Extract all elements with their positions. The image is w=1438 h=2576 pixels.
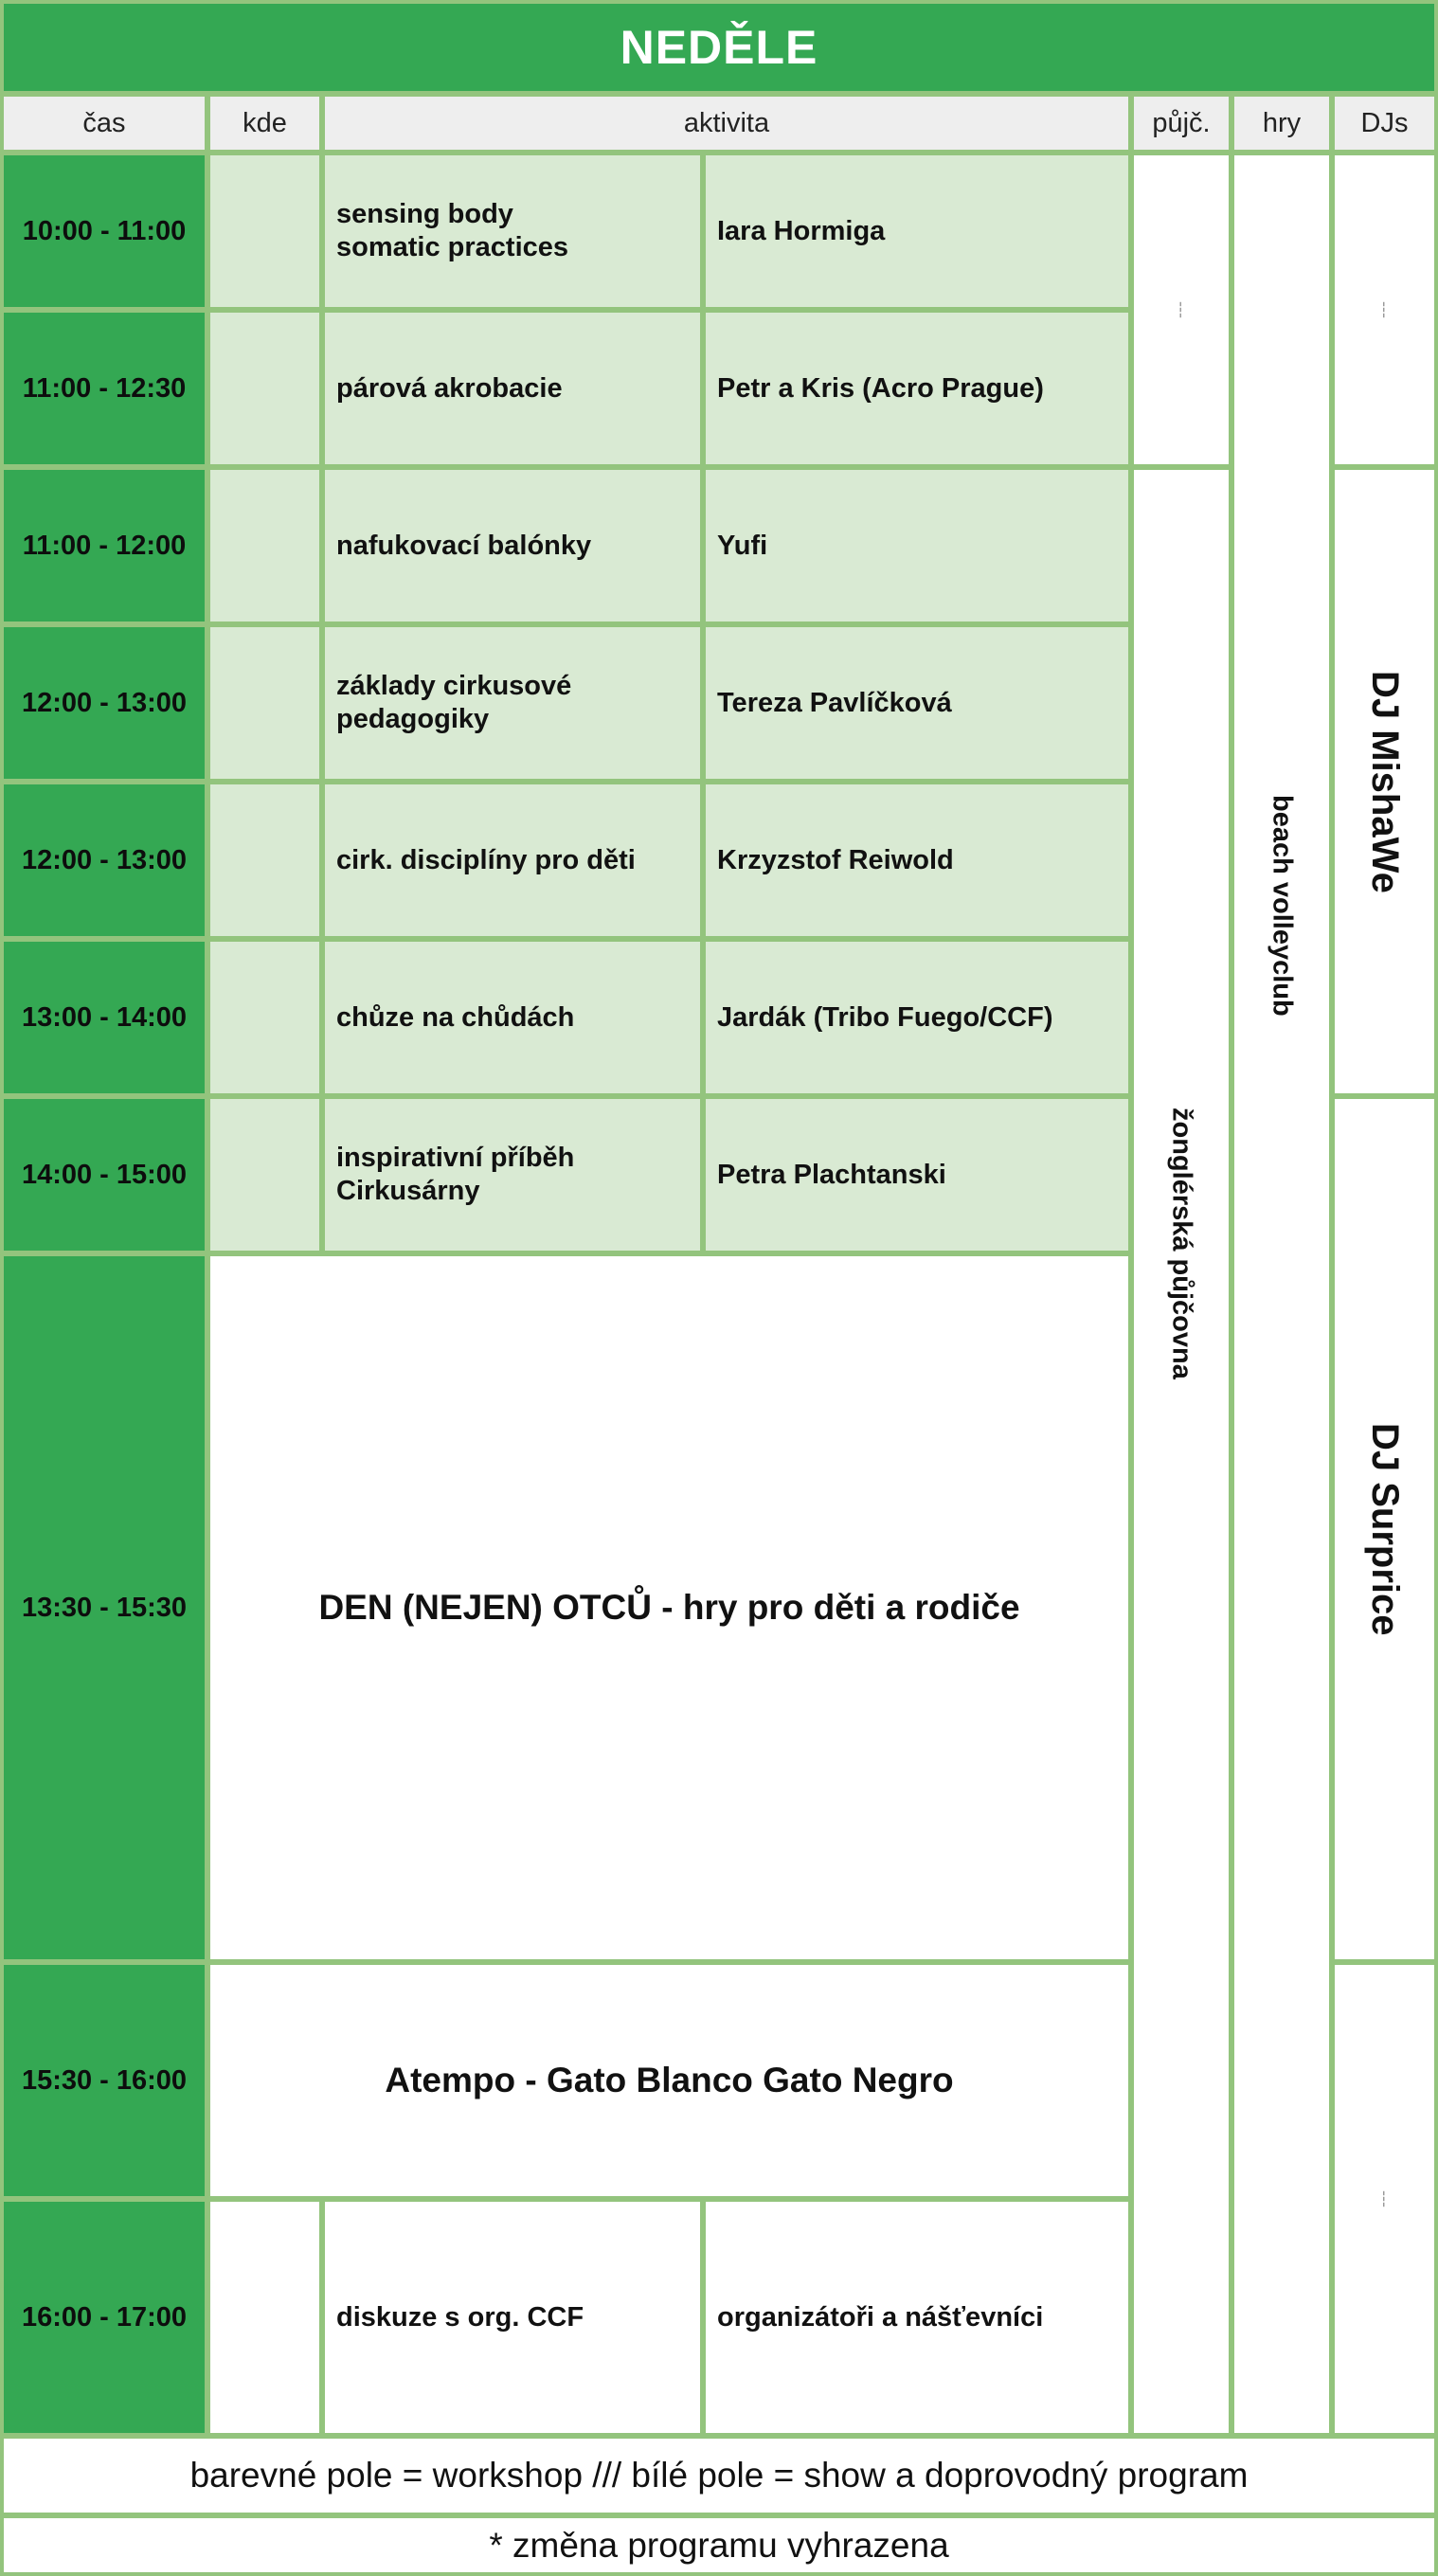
note-text: * změna programu vyhrazena [4,2518,1434,2572]
where-cell [210,155,319,307]
rental-label: žonglérská půjčovna [1166,1107,1197,1379]
activity-cell [325,1099,700,1251]
dj-cell [1335,1965,1434,2433]
time-cell: 11:00 - 12:00 [4,470,205,621]
where-cell [210,470,319,621]
rental-cell [1134,155,1229,464]
time-cell: 16:00 - 17:00 [4,2202,205,2433]
time-cell: 12:00 - 13:00 [4,784,205,936]
activity-cell [325,470,700,621]
activity-line: základy cirkusové [336,671,572,701]
lecturer-cell: Iara Hormiga [706,155,1128,307]
lecturer-cell: Jardák (Tribo Fuego/CCF) [706,942,1128,1093]
time-cell: 11:00 - 12:30 [4,313,205,464]
where-cell [210,1099,319,1251]
dj-name: DJ MishaWe [1364,670,1406,893]
games-cell [1234,155,1329,2433]
rental-cell [1134,470,1229,2433]
activity-cell: diskuze s org. CCF [325,2202,700,2433]
day-title: NEDĚLE [4,4,1434,91]
activity-cell [325,313,700,464]
rental-empty: --- [1172,301,1192,318]
activity-line: cirk. disciplíny pro děti [336,844,636,875]
show-cell: Atempo - Gato Blanco Gato Negro [210,1965,1128,2196]
activity-line: Cirkusárny [336,1176,480,1206]
header-rental: půjč. [1134,97,1229,150]
activity-cell [325,784,700,936]
where-cell [210,942,319,1093]
activity-line: somatic practices [336,232,569,262]
where-cell [210,313,319,464]
header-where: kde [210,97,319,150]
dj-cell [1335,1099,1434,1959]
dj-empty: --- [1375,2190,1394,2207]
activity-line: inspirativní příběh [336,1143,575,1173]
time-cell: 13:30 - 15:30 [4,1256,205,1959]
activity-cell [325,627,700,779]
header-djs: DJs [1335,97,1434,150]
where-cell [210,627,319,779]
where-cell [210,2202,319,2433]
time-cell: 13:00 - 14:00 [4,942,205,1093]
legend-text: barevné pole = workshop /// bílé pole = show a doprovodný program [4,2439,1434,2513]
activity-line: párová akrobacie [336,372,563,404]
dj-cell [1335,470,1434,1093]
dj-cell [1335,155,1434,464]
header-time: čas [4,97,205,150]
show-cell: DEN (NEJEN) OTCŮ - hry pro děti a rodiče [210,1256,1128,1959]
lecturer-cell: Krzyzstof Reiwold [706,784,1128,936]
time-cell: 10:00 - 11:00 [4,155,205,307]
dj-name: DJ Surprice [1364,1422,1406,1636]
lecturer-cell: Petr a Kris (Acro Prague) [706,313,1128,464]
activity-line: chůze na chůdách [336,1001,575,1033]
activity-line: nafukovací balónky [336,530,592,561]
activity-cell [325,942,700,1093]
time-cell: 15:30 - 16:00 [4,1965,205,2196]
lecturer-cell: organizátoři a nášťevníci [706,2202,1128,2433]
lecturer-cell: Yufi [706,470,1128,621]
time-cell: 12:00 - 13:00 [4,627,205,779]
header-activity: aktivita [325,97,1128,150]
header-games: hry [1234,97,1329,150]
lecturer-cell: Tereza Pavlíčková [706,627,1128,779]
activity-line: sensing body [336,199,513,229]
lecturer-cell: Petra Plachtanski [706,1099,1128,1251]
activity-line: pedagogiky [336,704,490,734]
activity-cell [325,155,700,307]
games-label: beach volleyclub [1267,795,1298,1017]
dj-empty: --- [1375,301,1394,318]
where-cell [210,784,319,936]
time-cell: 14:00 - 15:00 [4,1099,205,1251]
